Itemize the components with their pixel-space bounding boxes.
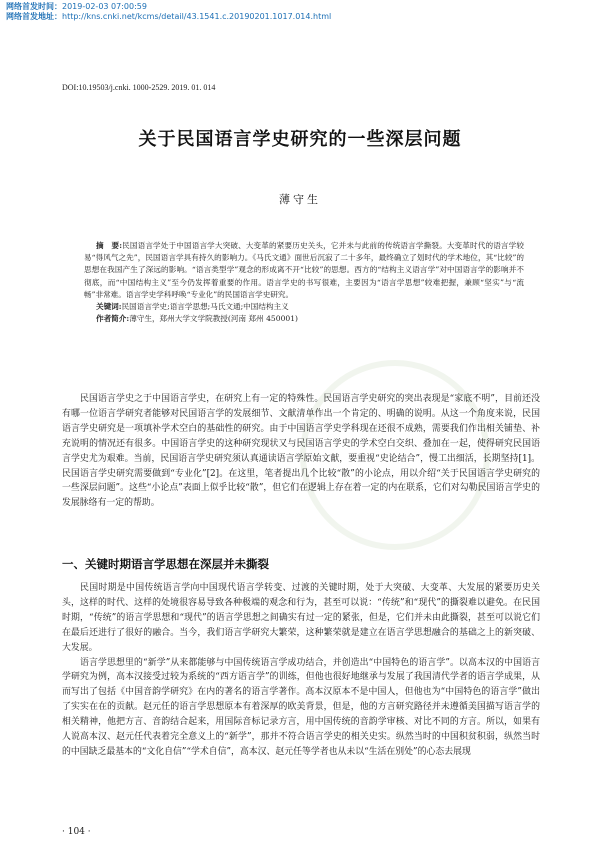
intro-paragraph: 民国语言学史之于中国语言学史，在研究上有一定的特殊性。民国语言学史研究的突出表现是“家底不明”，目前还没有哪一位语言学研究者能够对民国语言学的发展细节、文献清单作出一个肯定的、明确的说明。从这一个角度来说，民国语言学史研究是一项填补学术空白的基础性的研究。由于中国语言学史学科现在还很不成熟，需要我们作出相关铺垫、补充说明的情况还有很多。中国语言学史的这种研究现状又与民国语言学史的学术空白交织、叠加在一起，使得研究民国语言学史尤为艰难。当前，民国语言学史研究须认真通读语言学原始文献，要重视“史论结合”，慢工出细活，长期坚持[1]。民国语言学史研究需要做到“专业化”[2]。在这里，笔者提出几个比较“散”的小论点，用以介绍“关于民国语言学史研究的一些深层问题”。这些“小论点”表面上似乎比较“散”，但它们在逻辑上存在着一定的内在联系，它们对勾勒民国语言学史的发展脉络有一定的帮助。: [62, 394, 540, 509]
keywords-text: 民国语言学史;语言学思想;马氏文通;中国结构主义: [121, 302, 289, 312]
author-info-label: 作者简介:: [96, 314, 130, 324]
keywords-label: 关键词:: [96, 302, 122, 312]
intro-section: [62, 392, 540, 511]
author-info-text: 薄守生，郑州大学文学院教授(河南 郑州 450001): [129, 314, 299, 324]
section-heading: 一、关键时期语言学思想在深层并未撕裂: [62, 557, 269, 571]
abstract-label: 摘 要:: [96, 241, 122, 250]
online-address-label: 网络首发地址：: [6, 12, 62, 21]
online-publication-header: [6, 2, 331, 22]
paper-title: 关于民国语言学史研究的一些深层问题: [138, 129, 462, 150]
doi-line: DOI:10.19503/j.cnki. 1000-2529. 2019. 01. 014: [62, 83, 216, 92]
section-body: [62, 581, 540, 760]
online-address-line: [6, 12, 331, 22]
author-name: 薄守生: [279, 193, 321, 206]
online-address-link[interactable]: http://kns.cnki.net/kcms/detail/43.1541.c.20190201.1017.014.html: [62, 12, 332, 21]
abstract-paragraph: [84, 240, 524, 301]
abstract-text: 民国语言学处于中国语言学大突破、大变革的紧要历史关头，它并未与此前的传统语言学撕裂。大变革时代的语言学较易“得风气之先”，民国语言学具有持久的影响力。《马氏文通》面世后沉寂了二十多年，最终确立了划时代的学术地位，其“比较”的思想在我国产生了深远的影响。“语言类型学”观念的形成离不开“比较”的思想。西方的“结构主义语言学”对中国语言学的影响并不彻底，而“中国结构主义”至今仍发挥着重要的作用。语言学史的书写很难，主要因为“语言学思想”较难把握，兼顾“坚实”与“流畅”非常难。语言学史学科呼唤“专业化”的民国语言学史研究。: [84, 241, 524, 299]
page-number: · 104 ·: [62, 827, 91, 837]
abstract-block: [84, 240, 524, 325]
author-info-line: [96, 313, 524, 325]
online-time-label: 网络首发时间：: [6, 2, 62, 11]
section-paragraph: 语言学思想里的“新学”从来都能够与中国传统语言学成功结合，并创造出“中国特色的语言学”。以高本汉的中国语言学研究为例，高本汉接受过较为系统的“西方语言学”的训练，但他也很好地继承与发展了我国清代学者的语言学成果，从而写出了包括《中国音韵学研究》在内的著名的语言学著作。高本汉原本不是中国人，但他也为“中国特色的语言学”做出了实实在在的贡献。赵元任的语言学思想原本有着深厚的欧美背景，但是，他的方言研究路径并未遵循美国描写语言学的相关精神，他把方言、音韵结合起来，用国际音标记录方言，用中国传统的音韵学审核、对比不同的方言。所以，如果有人说高本汉、赵元任代表着完全意义上的“新学”，那并不符合语言学史的相关史实。纵然当时的中国积贫积弱，纵然当时的中国缺乏最基本的“文化自信”“学术自信”，高本汉、赵元任等学者也从未以“生活在别处”的心态去展现: [62, 657, 540, 757]
online-time-value: 2019-02-03 07:00:59: [62, 2, 147, 11]
keywords-line: [96, 301, 524, 313]
online-time-line: [6, 2, 331, 12]
section-paragraph: 民国时期是中国传统语言学向中国现代语言学转变、过渡的关键时期，处于大突破、大变革、大发展的紧要历史关头，这样的时代、这样的处境很容易导致各种极端的观念和行为，甚至可以说：“传统”和“现代”的撕裂难以避免。在民国时期，“传统”的语言学思想和“现代”的语言学思想之间确实有过一定的紧张，但是，它们并未由此撕裂，甚至可以说它们在最后还进行了很好的融合。当今，我们语言学研究大繁荣，这种繁荣就是建立在语言学思想融合的基础之上的新突破、大发展。: [62, 583, 540, 653]
